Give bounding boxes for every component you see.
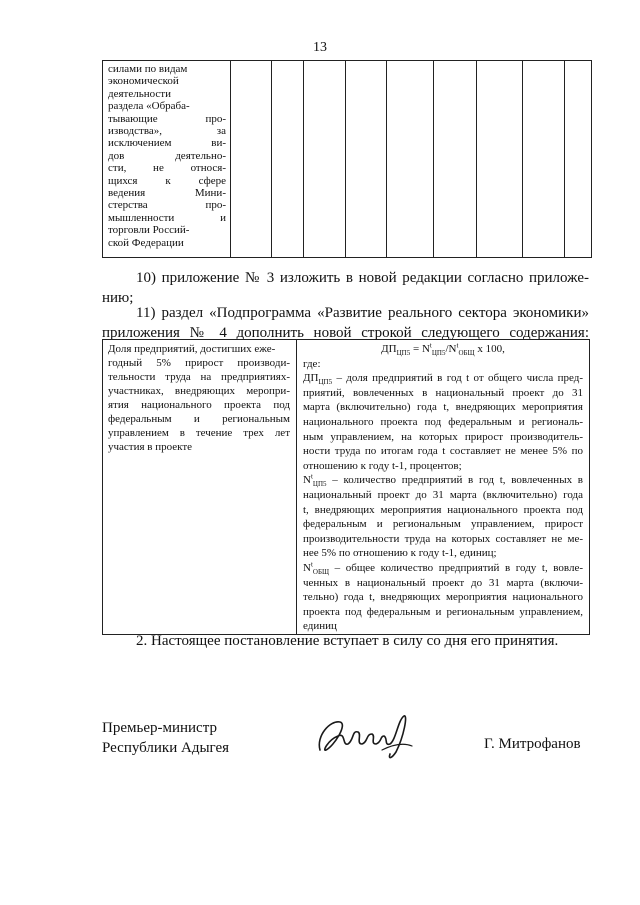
table-cell-indicator (103, 61, 231, 258)
cell-line: ской Федерации (108, 236, 184, 249)
continued-table (102, 60, 592, 258)
cell-line: нее 5% по отношению к году t-1, единиц; (303, 547, 497, 560)
cell-line: силами по видам (108, 63, 188, 75)
cell-line: ведения Мини- (108, 187, 226, 200)
cell-line: стерства про- (108, 199, 226, 212)
calculation-method-cell (297, 340, 590, 635)
where-label: где: (303, 357, 321, 370)
signatory-name: Г. Митрофанов (484, 736, 581, 752)
cell-line: участниках, внедряющих меропри- (108, 385, 290, 397)
new-row-table (102, 339, 590, 635)
item-11-line-2: приложения № 4 дополнить новой строкой следующего содержания: (102, 325, 589, 341)
cell-line: изводства», за (108, 125, 226, 138)
cell-line: ности труда по итогам года t составляет не менее 5% по (303, 445, 583, 458)
cell-line: ятия национального проекта под (108, 399, 290, 411)
cell-line: тельности труда на предприятиях- (108, 371, 290, 383)
definition-1-first-line: $ДП_{ЦП5}$ – доля предприятий в год t от общего числа пред- (303, 372, 583, 387)
table-cell-empty (477, 61, 523, 258)
cell-line: t, внедряющих мероприятия национального проекта под (303, 503, 583, 516)
cell-line: отношению к году t-1, процентов; (303, 459, 462, 472)
cell-line: национального проекта под федеральным и региональ- (303, 415, 583, 428)
signatory-title-line-2: Республики Адыгея (102, 740, 230, 756)
cell-line: сти, не относя- (108, 162, 226, 175)
cell-line: деятельности (108, 87, 171, 100)
signatory-title-line-1: Премьер-министр (102, 720, 217, 736)
cell-line: единиц (303, 620, 337, 633)
cell-line: производительности труда на которых составляет не ме- (303, 532, 583, 545)
cell-line: приятий, вовлеченных в национальный проект до 31 (303, 386, 583, 399)
cell-line: раздела «Обраба- (108, 100, 190, 113)
table-row (103, 61, 592, 258)
cell-line: годный 5% прирост производи- (108, 357, 290, 369)
formula: $ДП_{ЦП5} = N^t_{ЦП5}/N^t_{ОБЩ}$ х 100, (381, 341, 505, 358)
table-cell-empty (231, 61, 272, 258)
definition-3-first-line: $N^t_{ОБЩ}$ – общее количество предприятий в году t, вовле- (303, 560, 583, 577)
table-cell-empty (434, 61, 477, 258)
table-cell-empty (387, 61, 434, 258)
indicator-name-cell (103, 340, 297, 635)
cell-line: проекта под федеральным и региональным управлением, (303, 605, 583, 618)
definition-2-first-line: $N^t_{ЦП5}$ – количество предприятий в год t, вовлеченных в (303, 472, 583, 489)
item-10-line-2: нию; (102, 290, 134, 306)
table-cell-empty (346, 61, 387, 258)
cell-line: марта (включительно) года t, внедряющих мероприятия (303, 401, 583, 414)
cell-line: мышленности и (108, 211, 226, 224)
cell-line: щихся к сфере (108, 174, 226, 187)
table-cell-empty (565, 61, 592, 258)
cell-line: ным управлением, на которых прирост производитель- (303, 430, 583, 443)
item-2-paragraph: 2. Настоящее постановление вступает в силу со дня его принятия. (136, 633, 559, 649)
cell-line: экономической (108, 75, 179, 88)
table-cell-empty (272, 61, 304, 258)
cell-line: тельно) года t, внедряющих мероприятия национального (303, 591, 583, 604)
item-11-paragraph (102, 303, 589, 343)
signatory-title (102, 718, 229, 758)
cell-line: торговли Россий- (108, 224, 190, 237)
cell-line: федеральным и региональным управлением, прирост (303, 518, 583, 531)
cell-line: Доля предприятий, достигших еже- (108, 343, 276, 355)
cell-line: тывающие про- (108, 112, 226, 125)
item-10-line-1: 10) приложение № 3 изложить в новой редакции согласно приложе- (136, 270, 589, 286)
item-11-line-1: 11) раздел «Подпрограмма «Развитие реального сектора экономики» (136, 305, 589, 321)
table-cell-empty (304, 61, 346, 258)
table-row (103, 340, 590, 635)
cell-line: дов деятельно- (108, 149, 226, 162)
table-cell-empty (523, 61, 565, 258)
item-10-paragraph (102, 268, 589, 308)
handwritten-signature (312, 706, 422, 762)
cell-line: федеральным и региональным (108, 413, 290, 425)
cell-line: исключением ви- (108, 137, 226, 150)
cell-line: ченных в национальный проект до 31 марта (включи- (303, 576, 583, 589)
cell-line: национальный проект до 31 марта (включительно) года (303, 488, 583, 501)
cell-line: участия в проекте (108, 441, 193, 453)
cell-line: управлением в течение трех лет (108, 427, 290, 439)
page-number: 13 (313, 40, 327, 55)
